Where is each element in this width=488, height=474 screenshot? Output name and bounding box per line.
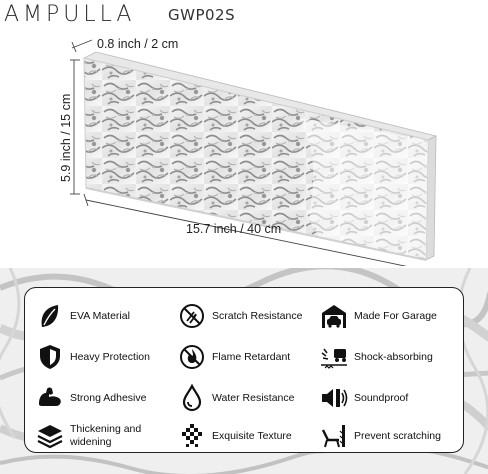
feature-item — [35, 422, 152, 450]
feature-item — [177, 422, 292, 450]
feature-item — [319, 422, 441, 450]
feature-item — [35, 384, 146, 412]
feature-label: Thickening and widening — [70, 423, 142, 448]
shock-icon — [319, 343, 349, 371]
flame-icon — [177, 343, 207, 371]
feature-item — [177, 343, 290, 371]
feature-item — [177, 384, 294, 412]
features-section — [0, 268, 488, 474]
scratch-icon — [177, 302, 207, 330]
feature-label: Scratch Resistance — [212, 309, 303, 322]
feature-label: Strong Adhesive — [70, 391, 147, 404]
feature-label: Exquisite Texture — [212, 429, 292, 442]
feature-label: Made For Garage — [354, 309, 437, 322]
width-dimension-label: 15.7 inch / 40 cm — [186, 222, 282, 236]
feature-item — [319, 384, 408, 412]
product-sku: GWP02S — [168, 6, 236, 24]
water-drop-icon — [177, 384, 207, 412]
shield-icon — [35, 343, 65, 371]
layers-icon — [35, 422, 65, 450]
features-panel — [24, 287, 464, 453]
texture-icon — [177, 422, 207, 450]
feature-label: Prevent scratching — [354, 429, 441, 442]
feature-item — [319, 302, 437, 330]
height-dimension-label: 5.9 inch / 15 cm — [59, 93, 73, 182]
feature-label: Shock-absorbing — [354, 350, 433, 363]
feature-label: Water Resistance — [212, 391, 295, 404]
feature-item — [35, 343, 150, 371]
product-illustration — [0, 28, 488, 266]
depth-dimension-label: 0.8 inch / 2 cm — [97, 37, 179, 51]
leaf-icon — [35, 302, 65, 330]
garage-icon — [319, 302, 349, 330]
wall-panel-drawing — [0, 28, 488, 266]
feature-label: EVA Material — [70, 309, 130, 322]
feature-label: Flame Retardant — [212, 350, 291, 363]
brand-logo: AMPULLA — [4, 2, 136, 27]
arm-icon — [35, 384, 65, 412]
feature-item — [177, 302, 302, 330]
feature-item — [35, 302, 130, 330]
speaker-icon — [319, 384, 349, 412]
feature-item — [319, 343, 433, 371]
feature-label: Heavy Protection — [70, 350, 150, 363]
chair-icon — [319, 422, 349, 450]
feature-label: Soundproof — [354, 391, 409, 404]
